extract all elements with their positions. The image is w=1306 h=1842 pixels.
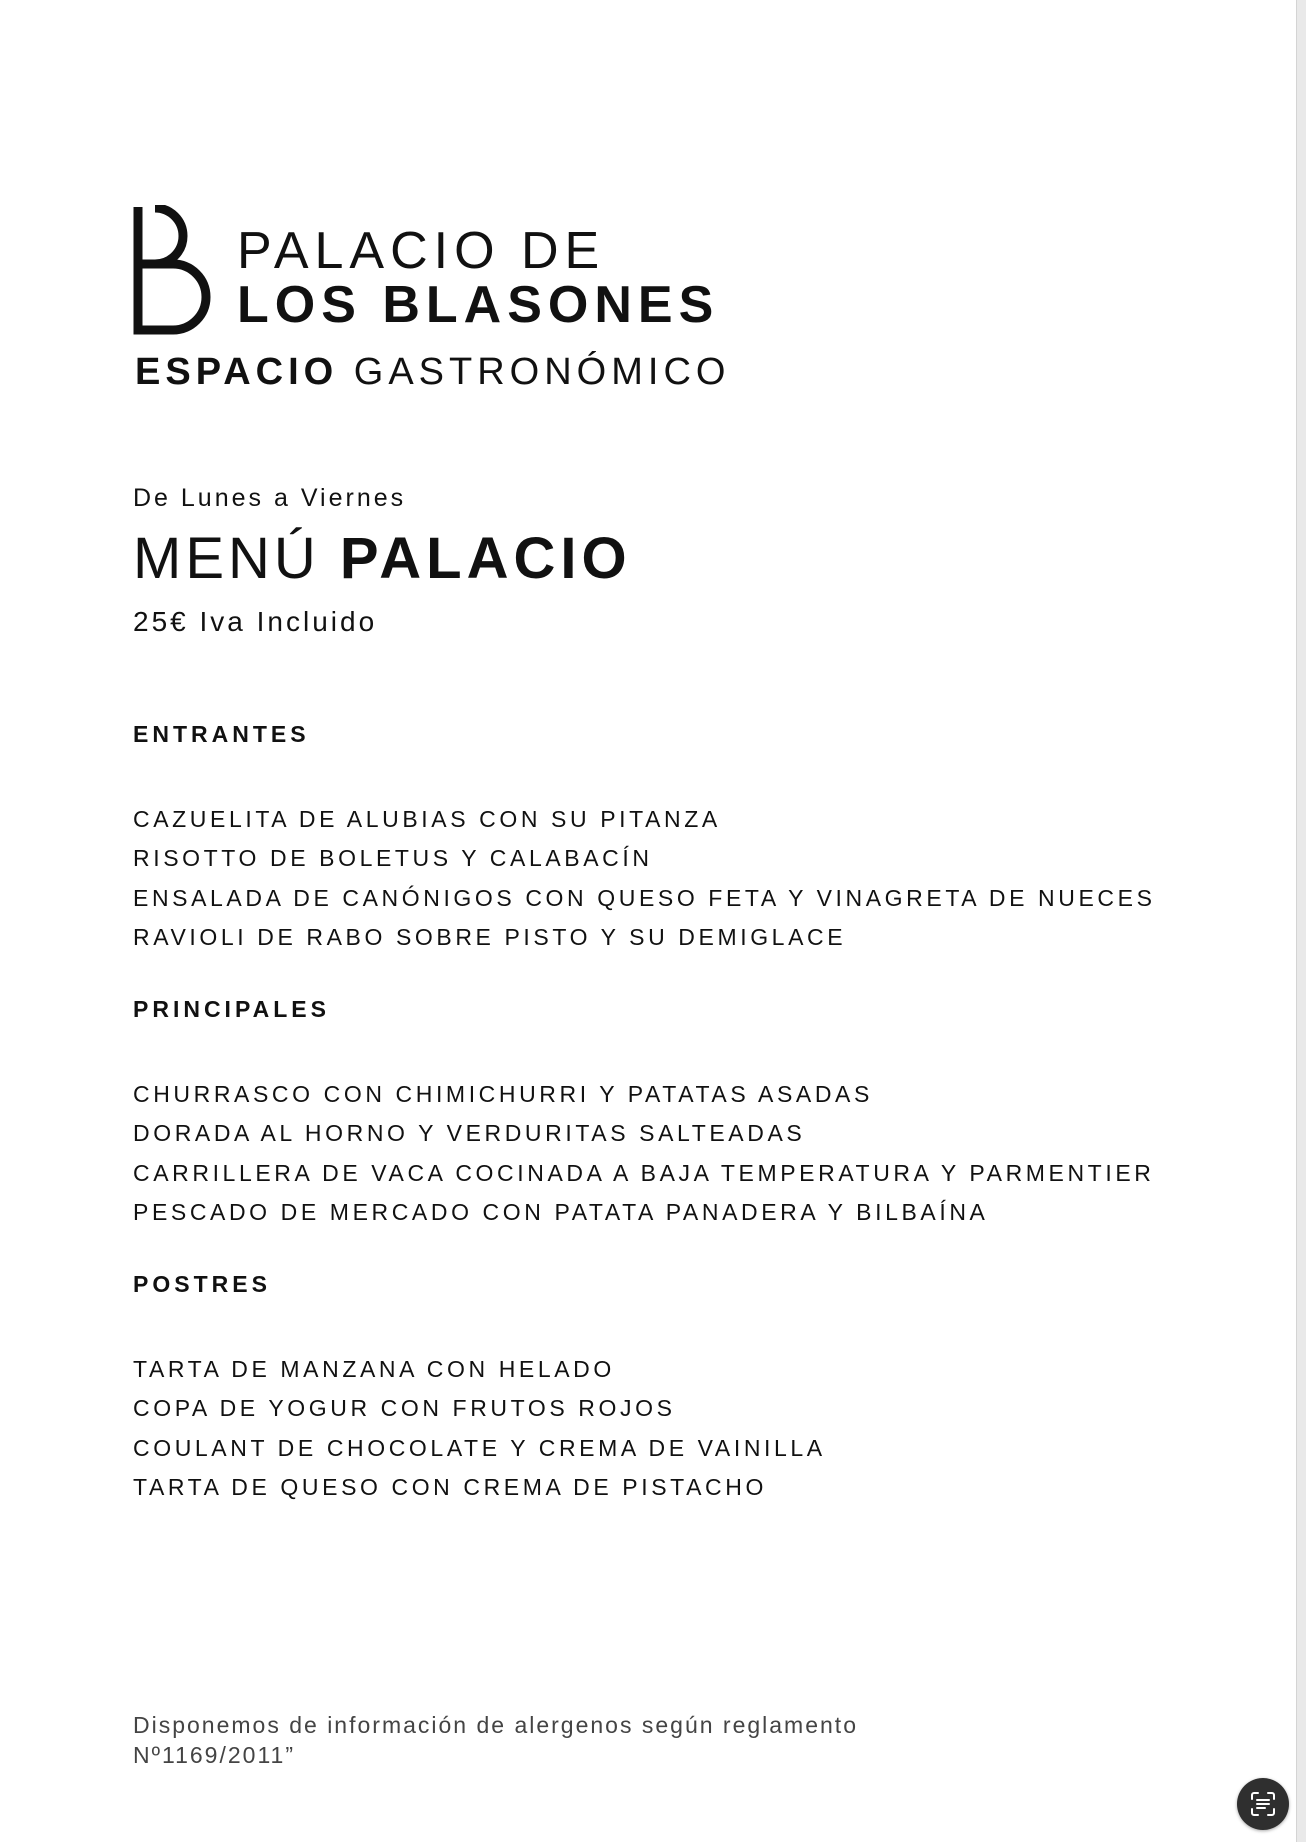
dish-item: DORADA AL HORNO Y VERDURITAS SALTEADAS [133,1120,806,1147]
dish-item: RISOTTO DE BOLETUS Y CALABACÍN [133,845,653,872]
dish-list [133,1350,1213,1507]
allergen-footnote [133,1710,933,1770]
dish-item: TARTA DE QUESO CON CREMA DE PISTACHO [133,1473,767,1500]
section-entrantes [133,723,1213,957]
dish-item: CAZUELITA DE ALUBIAS CON SU PITANZA [133,806,721,832]
dish-item: RAVIOLI DE RABO SOBRE PISTO Y SU DEMIGLACE [133,923,847,950]
section-principales [133,998,1213,1232]
dish-list [133,1075,1213,1232]
dish-item: PESCADO DE MERCADO CON PATATA PANADERA Y BILBAÍNA [133,1198,989,1225]
section-title: PRINCIPALES [133,996,330,1022]
footnote-line-1: Disponemos de información de alergenos según reglamento [133,1712,858,1738]
menu-price: 25€ Iva Incluido [133,606,378,637]
section-title: POSTRES [133,1271,271,1297]
logo-line-palacio: PALACIO DE [237,222,606,280]
page-edge [1296,0,1306,1842]
brand-logo [133,205,731,395]
dish-item: CHURRASCO CON CHIMICHURRI Y PATATAS ASADAS [133,1081,873,1107]
footnote-line-2: Nº1169/2011” [133,1742,295,1768]
scan-text-icon [1249,1790,1277,1818]
tagline-light: GASTRONÓMICO [353,351,731,393]
logo-tagline [135,353,730,391]
section-title: ENTRANTES [133,721,310,747]
dish-item: ENSALADA DE CANÓNIGOS CON QUESO FETA Y VINAGRETA DE NUECES [133,884,1156,911]
scan-text-button[interactable] [1237,1778,1289,1830]
letter-b-logo-icon [133,205,215,335]
menu-title [133,526,632,591]
tagline-bold: ESPACIO [135,351,339,393]
dish-item: COULANT DE CHOCOLATE Y CREMA DE VAINILLA [133,1434,826,1461]
menu-title-bold: PALACIO [339,526,632,591]
dish-item: TARTA DE MANZANA CON HELADO [133,1356,615,1382]
dish-item: CARRILLERA DE VACA COCINADA A BAJA TEMPERATURA Y PARMENTIER [133,1159,1155,1186]
section-postres [133,1273,1213,1507]
dish-item: COPA DE YOGUR CON FRUTOS ROJOS [133,1395,676,1422]
dish-list [133,800,1213,957]
menu-title-light: MENÚ [133,526,320,591]
menu-days: De Lunes a Viernes [133,484,407,512]
logo-line-blasones: LOS BLASONES [237,276,720,334]
